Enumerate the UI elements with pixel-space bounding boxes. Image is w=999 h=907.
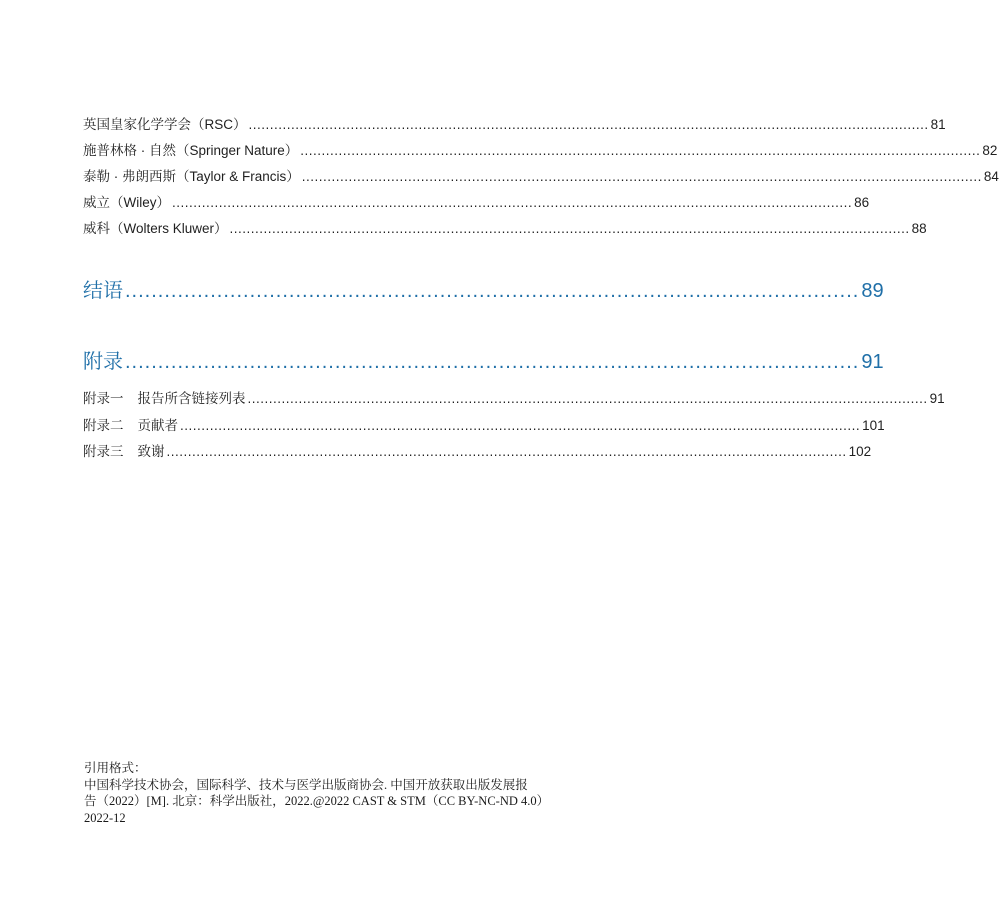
toc-section-appendix[interactable] xyxy=(83,345,884,374)
toc-page-number: 89 xyxy=(861,280,884,302)
toc-entry-label: 泰勒 · 弗朗西斯（Taylor & Francis） xyxy=(83,169,300,184)
toc-page-number: 88 xyxy=(911,221,927,236)
toc-page-number: 81 xyxy=(930,117,946,132)
toc-entry-label: 贡献者 xyxy=(137,418,178,433)
toc-page-number: 102 xyxy=(848,444,872,459)
citation-block xyxy=(84,760,570,826)
toc-entry-label: 报告所含链接列表 xyxy=(137,391,246,406)
toc-leader-dots: ................................................................................................................................................................ xyxy=(301,169,982,184)
toc-entry-label: 威科（Wolters Kluwer） xyxy=(83,221,228,236)
toc-leader-dots: ................................................................................................................................................................ xyxy=(229,221,910,236)
toc-page-number: 91 xyxy=(929,391,945,406)
toc-entry-wiley[interactable] xyxy=(83,191,870,211)
toc-entry-springer-nature[interactable] xyxy=(83,139,998,159)
toc-page-number: 101 xyxy=(862,418,885,433)
toc-leader-dots: ................................................................................................................................................................ xyxy=(247,391,928,406)
toc-page-number: 91 xyxy=(861,351,884,373)
toc-leader-dots: ................................................................................................................................................................ xyxy=(180,418,861,433)
toc-leader-dots: ................................................................................................................................................................ xyxy=(166,444,847,459)
citation-line: 告（2022）[M]. 北京：科学出版社，2022.@2022 CAST & STM（CC BY-NC-ND 4.0） xyxy=(84,794,550,808)
toc-entry-rsc[interactable] xyxy=(83,113,946,133)
toc-entry-taylor-francis[interactable] xyxy=(83,165,999,185)
toc-page-number: 84 xyxy=(983,169,999,184)
toc-entry-label: 施普林格 · 自然（Springer Nature） xyxy=(83,143,299,158)
citation-date: 2022-12 xyxy=(84,810,126,825)
toc-leader-dots: ................................................................................................................................................................ xyxy=(248,117,929,132)
toc-leader-dots: ................................................................................................................ xyxy=(125,351,860,373)
toc-section-conclusion[interactable] xyxy=(83,274,884,303)
toc-page-number: 82 xyxy=(982,143,998,158)
appendix-prefix: 附录二 xyxy=(83,418,124,433)
toc-entry-appendix-3[interactable] xyxy=(83,440,872,460)
toc-entry-appendix-1[interactable] xyxy=(83,387,945,407)
toc-section-label: 附录 xyxy=(83,351,123,373)
toc-entry-wolters-kluwer[interactable] xyxy=(83,217,927,237)
appendix-prefix: 附录一 xyxy=(83,391,124,406)
toc-entry-label: 英国皇家化学学会（RSC） xyxy=(83,117,247,132)
toc-page-number: 86 xyxy=(854,195,870,210)
toc-leader-dots: ................................................................................................................ xyxy=(125,280,860,302)
citation-heading: 引用格式： xyxy=(84,761,147,775)
toc-section-label: 结语 xyxy=(83,280,123,302)
toc-entry-label: 致谢 xyxy=(137,444,165,459)
citation-line: 中国科学技术协会，国际科学、技术与医学出版商协会. 中国开放获取出版发展报 xyxy=(84,777,528,792)
toc-entry-appendix-2[interactable] xyxy=(83,414,885,434)
appendix-prefix: 附录三 xyxy=(83,444,124,459)
toc-leader-dots: ................................................................................................................................................................ xyxy=(172,195,853,210)
toc-leader-dots: ................................................................................................................................................................ xyxy=(300,143,981,158)
toc-entry-label: 威立（Wiley） xyxy=(83,195,170,210)
